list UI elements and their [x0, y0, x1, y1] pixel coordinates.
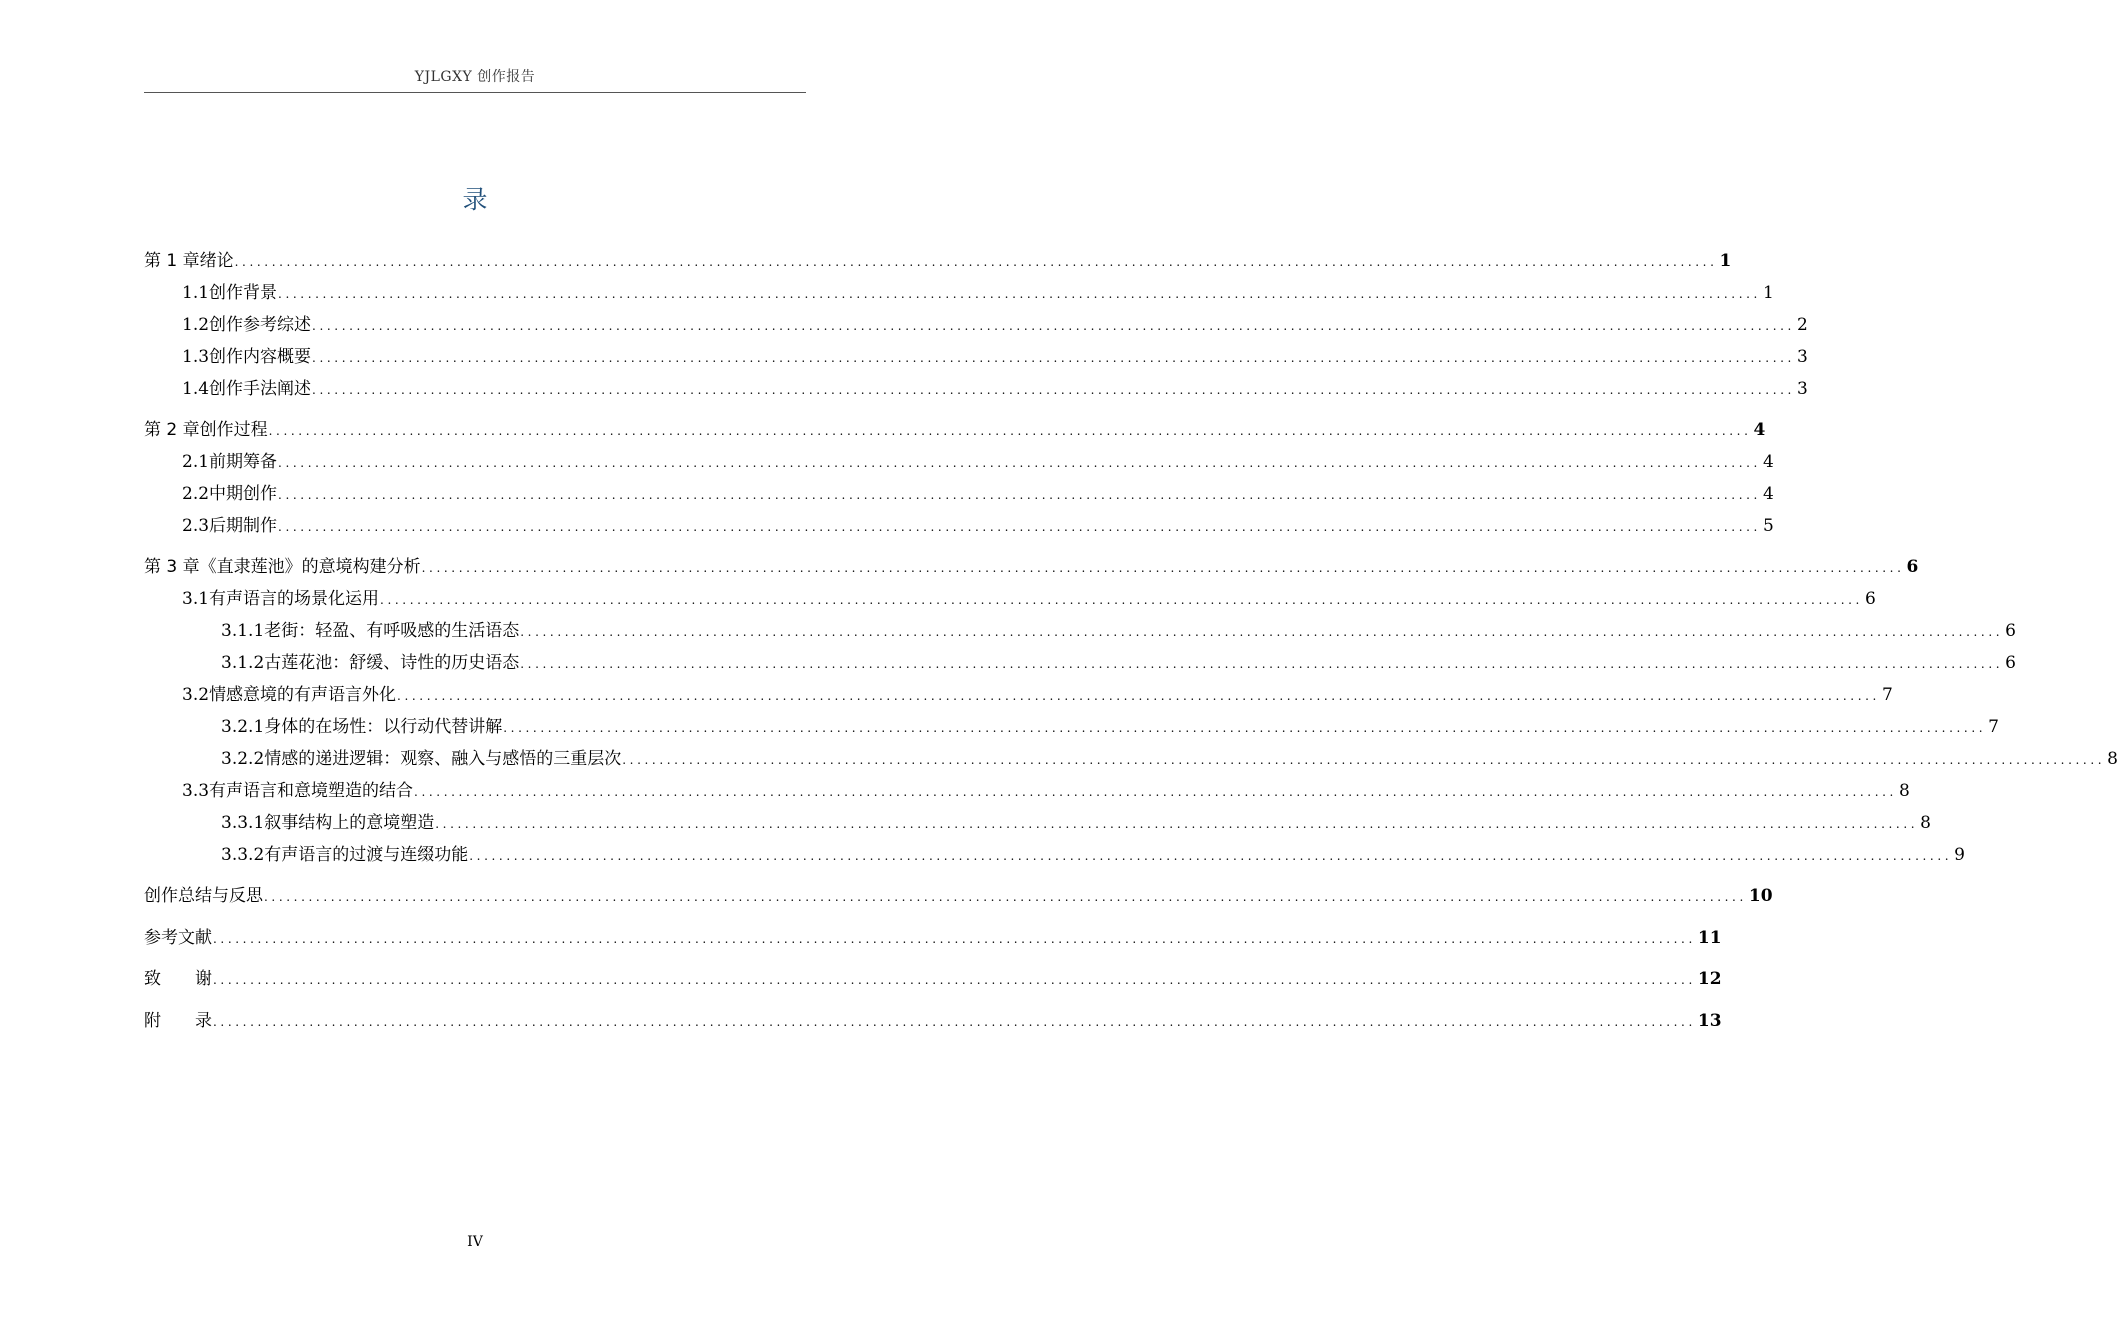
- dot-leader: ........................................................................................................................................................................................................: [278, 287, 1761, 301]
- toc-entry-title: 附 录: [144, 1011, 212, 1031]
- toc-entry-number: 2.1: [182, 452, 210, 472]
- toc-entry-title: 有声语言和意境塑造的结合: [209, 781, 414, 801]
- toc-entry-number: 3.2.1: [221, 717, 265, 737]
- dot-leader: ........................................................................................................................................................................................................: [397, 689, 1880, 703]
- toc-entry-title: 致 谢: [144, 969, 212, 989]
- toc-entry-number: 3.1.1: [221, 621, 265, 641]
- toc-entry-page: 6: [2005, 621, 2016, 641]
- dot-leader: ........................................................................................................................................................................................................: [312, 351, 1795, 365]
- toc-entry[interactable]: [144, 313, 1808, 337]
- toc-entry-number: 1.4: [182, 379, 210, 399]
- toc-entry-page: 4: [1762, 484, 1774, 504]
- toc-entry-number: 3.3: [182, 781, 210, 801]
- toc-entry[interactable]: [144, 418, 1766, 442]
- dot-leader: ........................................................................................................................................................................................................: [278, 456, 1761, 470]
- toc-entry-page: 4: [1753, 420, 1766, 440]
- toc-entry-page: 10: [1748, 886, 1773, 906]
- toc-entry[interactable]: [144, 450, 1774, 474]
- page-number: IV: [467, 1234, 483, 1250]
- toc-entry[interactable]: [144, 555, 1919, 579]
- toc-entry[interactable]: [144, 249, 1732, 273]
- dot-leader: ........................................................................................................................................................................................................: [234, 255, 1718, 269]
- toc-entry-page: 6: [1864, 589, 1876, 609]
- dot-leader: ........................................................................................................................................................................................................: [312, 319, 1795, 333]
- toc-entry-number: 第 1 章: [144, 251, 200, 271]
- toc-entry-number: 3.1.2: [221, 653, 265, 673]
- toc-entry-number: 1.3: [182, 347, 210, 367]
- toc-entry-title: 绪论: [199, 251, 234, 271]
- toc-entry[interactable]: [144, 345, 1808, 369]
- dot-leader: ........................................................................................................................................................................................................: [421, 561, 1905, 575]
- toc-entry-page: 13: [1697, 1011, 1722, 1031]
- toc-entry-number: 1.1: [182, 283, 210, 303]
- toc-entry-page: 5: [1762, 516, 1774, 536]
- toc-entry[interactable]: [144, 683, 1893, 707]
- toc-entry-number: 第 2 章: [144, 420, 200, 440]
- toc-entry[interactable]: [144, 779, 1910, 803]
- dot-leader: ........................................................................................................................................................................................................: [278, 488, 1761, 502]
- toc-entry-page: 6: [2005, 653, 2016, 673]
- toc-entry-number: 3.1: [182, 589, 210, 609]
- dot-leader: ........................................................................................................................................................................................................: [520, 657, 2004, 671]
- toc-entry-number: 3.3.1: [221, 813, 265, 833]
- toc-entry[interactable]: [144, 651, 2016, 675]
- toc-entry-page: 7: [1881, 685, 1893, 705]
- toc-entry[interactable]: [144, 811, 1931, 835]
- toc-entry-title: 叙事结构上的意境塑造: [264, 813, 435, 833]
- dot-leader: ........................................................................................................................................................................................................: [435, 817, 1919, 831]
- toc-entry-page: 8: [1898, 781, 1910, 801]
- dot-leader: ........................................................................................................................................................................................................: [278, 520, 1761, 534]
- toc-entry-title: 有声语言的场景化运用: [209, 589, 380, 609]
- toc-entry[interactable]: [144, 926, 1722, 950]
- dot-leader: ........................................................................................................................................................................................................: [213, 1015, 1696, 1029]
- toc-entry[interactable]: [144, 281, 1774, 305]
- toc-entry[interactable]: [144, 715, 1999, 739]
- header-rule: [144, 92, 806, 93]
- toc-entry-title: 古莲花池：舒缓、诗性的历史语态: [264, 653, 520, 673]
- dot-leader: ........................................................................................................................................................................................................: [380, 593, 1863, 607]
- toc-entry[interactable]: [144, 514, 1774, 538]
- toc-entry-title: 创作总结与反思: [144, 886, 263, 906]
- dot-leader: ........................................................................................................................................................................................................: [622, 753, 2106, 767]
- toc-entry-page: 7: [1988, 717, 1999, 737]
- toc-entry-title: 老街：轻盈、有呼吸感的生活语态: [264, 621, 520, 641]
- toc-entry-page: 6: [1906, 557, 1919, 577]
- toc-entry-title: 身体的在场性：以行动代替讲解: [264, 717, 503, 737]
- toc-entry-number: 1.2: [182, 315, 210, 335]
- toc-entry-title: 参考文献: [144, 928, 212, 948]
- toc-entry-number: 3.3.2: [221, 845, 265, 865]
- dot-leader: ........................................................................................................................................................................................................: [503, 721, 1987, 735]
- toc-entry-title: 《直隶莲池》的意境构建分析: [199, 557, 421, 577]
- toc-entry-title: 情感的递进逻辑：观察、融入与感悟的三重层次: [264, 749, 622, 769]
- dot-leader: ........................................................................................................................................................................................................: [469, 849, 1953, 863]
- toc-entry-page: 3: [1796, 379, 1808, 399]
- dot-leader: ........................................................................................................................................................................................................: [268, 424, 1752, 438]
- toc-entry-page: 8: [2107, 749, 2118, 769]
- dot-leader: ........................................................................................................................................................................................................: [213, 932, 1696, 946]
- toc-entry-page: 9: [1954, 845, 1965, 865]
- dot-leader: ........................................................................................................................................................................................................: [213, 973, 1696, 987]
- toc-entry-number: 2.3: [182, 516, 210, 536]
- toc-entry[interactable]: [144, 619, 2016, 643]
- toc-entry-title: 有声语言的过渡与连缀功能: [264, 845, 469, 865]
- toc-entry-title: 情感意境的有声语言外化: [209, 685, 397, 705]
- toc-entry[interactable]: [144, 884, 1773, 908]
- running-header: YJLGXY 创作报告: [414, 69, 536, 85]
- toc-entry-number: 3.2.2: [221, 749, 265, 769]
- toc-entry[interactable]: [144, 967, 1722, 991]
- toc-entry-title: 创作过程: [199, 420, 268, 440]
- toc-entry-number: 第 3 章: [144, 557, 200, 577]
- toc-entry[interactable]: [144, 587, 1876, 611]
- toc-entry[interactable]: [144, 482, 1774, 506]
- toc-entry-title: 创作参考综述: [209, 315, 312, 335]
- toc-entry-title: 中期创作: [209, 484, 278, 504]
- toc-entry-title: 前期筹备: [209, 452, 278, 472]
- toc-entry[interactable]: [144, 747, 2118, 771]
- toc-title: 录: [462, 185, 488, 214]
- toc-entry-number: 3.2: [182, 685, 210, 705]
- toc-entry-page: 1: [1762, 283, 1774, 303]
- toc-entry[interactable]: [144, 843, 1965, 867]
- toc-entry-title: 创作背景: [209, 283, 278, 303]
- toc-entry-title: 创作内容概要: [209, 347, 312, 367]
- toc-entry-page: 1: [1719, 251, 1732, 271]
- toc-entry[interactable]: [144, 377, 1808, 401]
- toc-entry-number: 2.2: [182, 484, 210, 504]
- toc-entry-page: 8: [1920, 813, 1931, 833]
- dot-leader: ........................................................................................................................................................................................................: [414, 785, 1897, 799]
- toc-entry-page: 12: [1697, 969, 1722, 989]
- toc-entry-page: 3: [1796, 347, 1808, 367]
- toc-entry-title: 后期制作: [209, 516, 278, 536]
- dot-leader: ........................................................................................................................................................................................................: [312, 383, 1795, 397]
- toc-entry-page: 4: [1762, 452, 1774, 472]
- toc-entry[interactable]: [144, 1009, 1722, 1033]
- dot-leader: ........................................................................................................................................................................................................: [520, 625, 2004, 639]
- dot-leader: ........................................................................................................................................................................................................: [264, 890, 1747, 904]
- toc-entry-page: 2: [1796, 315, 1808, 335]
- toc-entry-page: 11: [1697, 928, 1722, 948]
- toc-entry-title: 创作手法阐述: [209, 379, 312, 399]
